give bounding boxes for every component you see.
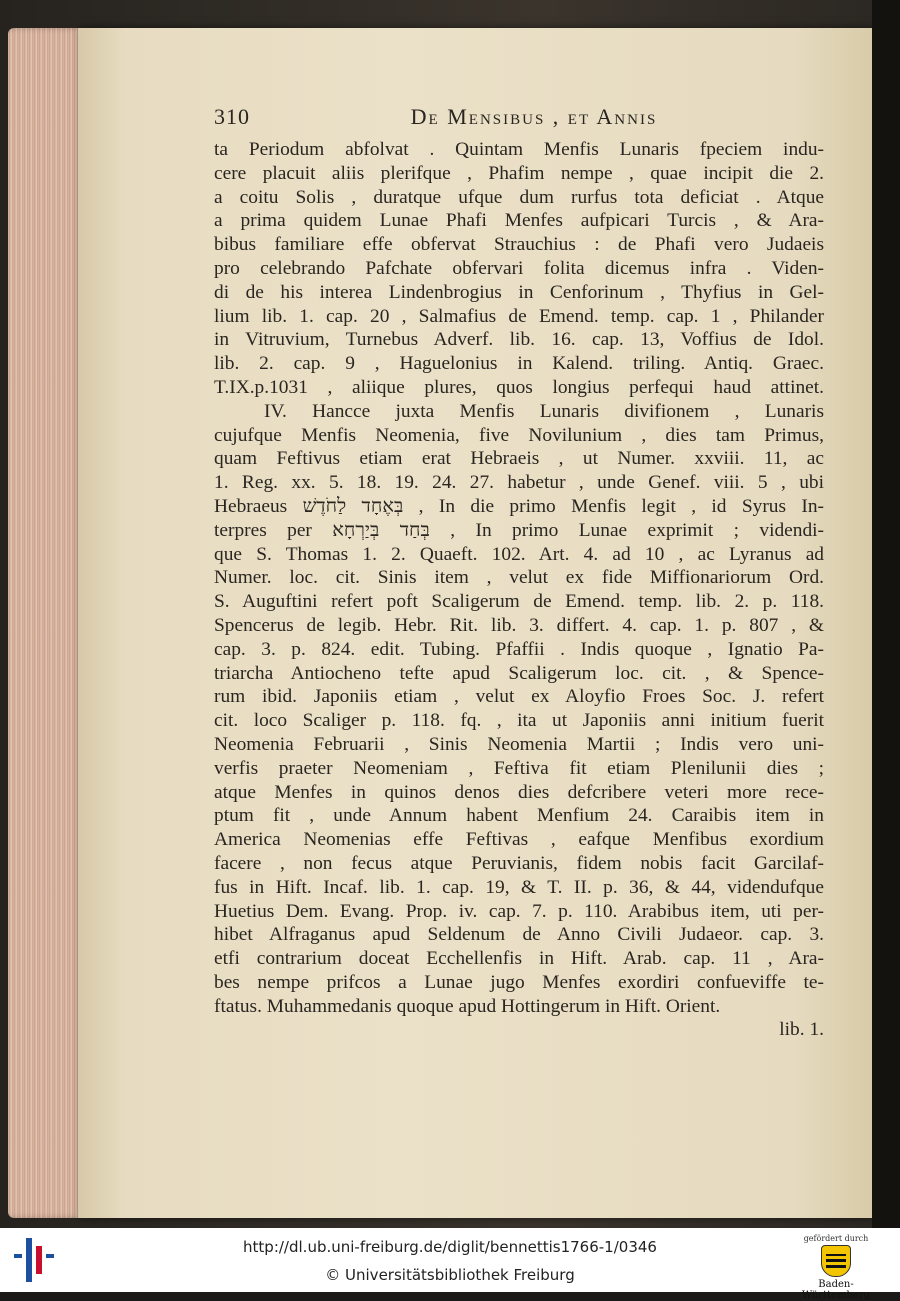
copyright-text: © Universitätsbibliothek Freiburg [325, 1266, 575, 1284]
text-line: fus in Hift. Incaf. lib. 1. cap. 19, & T. II. p. 36, & 44, videndufque [214, 876, 824, 898]
text-line: atque Menfes in quinos denos dies defcribere veteri more rece- [214, 781, 824, 803]
text-line: cere placuit aliis plerifque , Phafim nempe , quae incipit die 2. [214, 162, 824, 184]
sponsor-badge [786, 1234, 886, 1301]
coat-of-arms-icon [821, 1245, 851, 1277]
text-line: cit. loco Scaliger p. 118. fq. , ita ut Japoniis anni initium fuerit [214, 710, 824, 732]
text-line: facere , non fecus atque Peruvianis, fidem nobis facit Garcilaf- [214, 852, 824, 874]
text-line: di de his interea Lindenbrogius in Cenforinum , Thyfius in Gel- [214, 281, 824, 303]
text-line: etfi contrarium doceat Ecchellenfis in Hift. Arab. cap. 11 , Ara- [214, 948, 824, 970]
text-line: ptum fit , unde Annum habent Menfium 24. Caraibis item in [214, 805, 824, 827]
viewer-footer [0, 1228, 900, 1301]
page-content [214, 104, 824, 1042]
text-line: triarcha Antiocheno tefte apud Scaligerum loc. cit. , & Spence- [214, 662, 824, 684]
text-line: que S. Thomas 1. 2. Quaeft. 102. Art. 4. ad 10 , ac Lyranus ad [214, 543, 824, 565]
text-line: rum ibid. Japoniis etiam , velut ex Aloyfio Froes Soc. J. refert [214, 686, 824, 708]
body-text [214, 138, 824, 1042]
text-line: bibus familiare effe obfervat Strauchius : de Phafi vero Judaeis [214, 234, 824, 256]
text-line: Neomenia Februarii , Sinis Neomenia Martii ; Indis vero uni- [214, 733, 824, 755]
permalink-url[interactable]: http://dl.ub.uni-freiburg.de/diglit/bennettis1766-1/0346 [243, 1238, 657, 1256]
text-line: a coitu Solis , duratque ufque dum rurfus tota deficiat . Atque [214, 186, 824, 208]
page-number: 310 [214, 104, 250, 129]
text-line: ftatus. Muhammedanis quoque apud Hottingerum in Hift. Orient. [214, 995, 721, 1017]
text-line: Hebraeus בְּאֶחָד לַחֹדֶשׁ , In die primo Menfis legit , id Syrus In- [214, 495, 824, 517]
text-line: Spencerus de legib. Hebr. Rit. lib. 3. differt. 4. cap. 1. p. 807 , & [214, 614, 824, 636]
book-page-edges [8, 28, 86, 1218]
text-line: S. Auguftini refert poft Scaligerum de Emend. temp. lib. 2. p. 118. [214, 591, 824, 613]
text-line: IV. Hancce juxta Menfis Lunaris divifionem , Lunaris [264, 400, 824, 422]
running-head: De Mensibus , et Annis [410, 104, 658, 129]
text-line: T.IX.p.1031 , aliique plures, quos longius perfequi haud attinet. [214, 376, 824, 398]
catchword: lib. 1. [779, 1019, 824, 1041]
sponsor-caption: gefördert durch [803, 1234, 869, 1243]
text-line: 1. Reg. xx. 5. 18. 19. 24. 27. habetur , unde Genef. viii. 5 , ubi [214, 472, 824, 494]
text-line: Numer. loc. cit. Sinis item , velut ex fide Miffionariorum Ord. [214, 567, 824, 589]
text-line: in Vitruvium, Turnebus Adverf. lib. 16. cap. 13, Voffius de Idol. [214, 329, 824, 351]
text-line: pro celebrando Pafchate obfervari folita dicemus infra . Viden- [214, 257, 824, 279]
text-line: cujufque Menfis Neomenia, five Novilunium , dies tam Primus, [214, 424, 824, 446]
page-header [214, 104, 824, 138]
text-line: lium lib. 1. cap. 20 , Salmafius de Emend. temp. cap. 1 , Philander [214, 305, 824, 327]
text-line: hibet Alfraganus apud Seldenum de Anno Civili Judaeor. cap. 3. [214, 924, 824, 946]
text-line: Huetius Dem. Evang. Prop. iv. cap. 7. p. 110. Arabibus item, uti per- [214, 900, 824, 922]
scan-margin [872, 0, 900, 1228]
text-line: terpres per בְּחַד בְּיַרְחָא , In primo Lunae exprimit ; videndi- [214, 519, 824, 541]
sponsor-name: Baden-Württemberg [801, 1279, 871, 1301]
text-line: quam Feftivus etiam erat Hebraeis , ut Numer. xxviii. 11, ac [214, 448, 824, 470]
text-line: cap. 3. p. 824. edit. Tubing. Pfaffii . Indis quoque , Ignatio Pa- [214, 638, 824, 660]
text-line: verfis praeter Neomeniam , Feftiva fit etiam Plenilunii dies ; [214, 757, 824, 779]
text-line: a prima quidem Lunae Phafi Menfes aufpicari Turcis , & Ara- [214, 210, 824, 232]
text-line: ta Periodum abfolvat . Quintam Menfis Lunaris fpeciem indu- [214, 139, 824, 160]
text-line: lib. 2. cap. 9 , Haguelonius in Kalend. triling. Antiq. Graec. [214, 353, 824, 375]
text-line: America Neomenias effe Feftivas , eafque Menfibus exordium [214, 829, 824, 851]
text-line: bes nempe prifcos a Lunae jugo Menfes exordiri confueviffe te- [214, 971, 824, 993]
